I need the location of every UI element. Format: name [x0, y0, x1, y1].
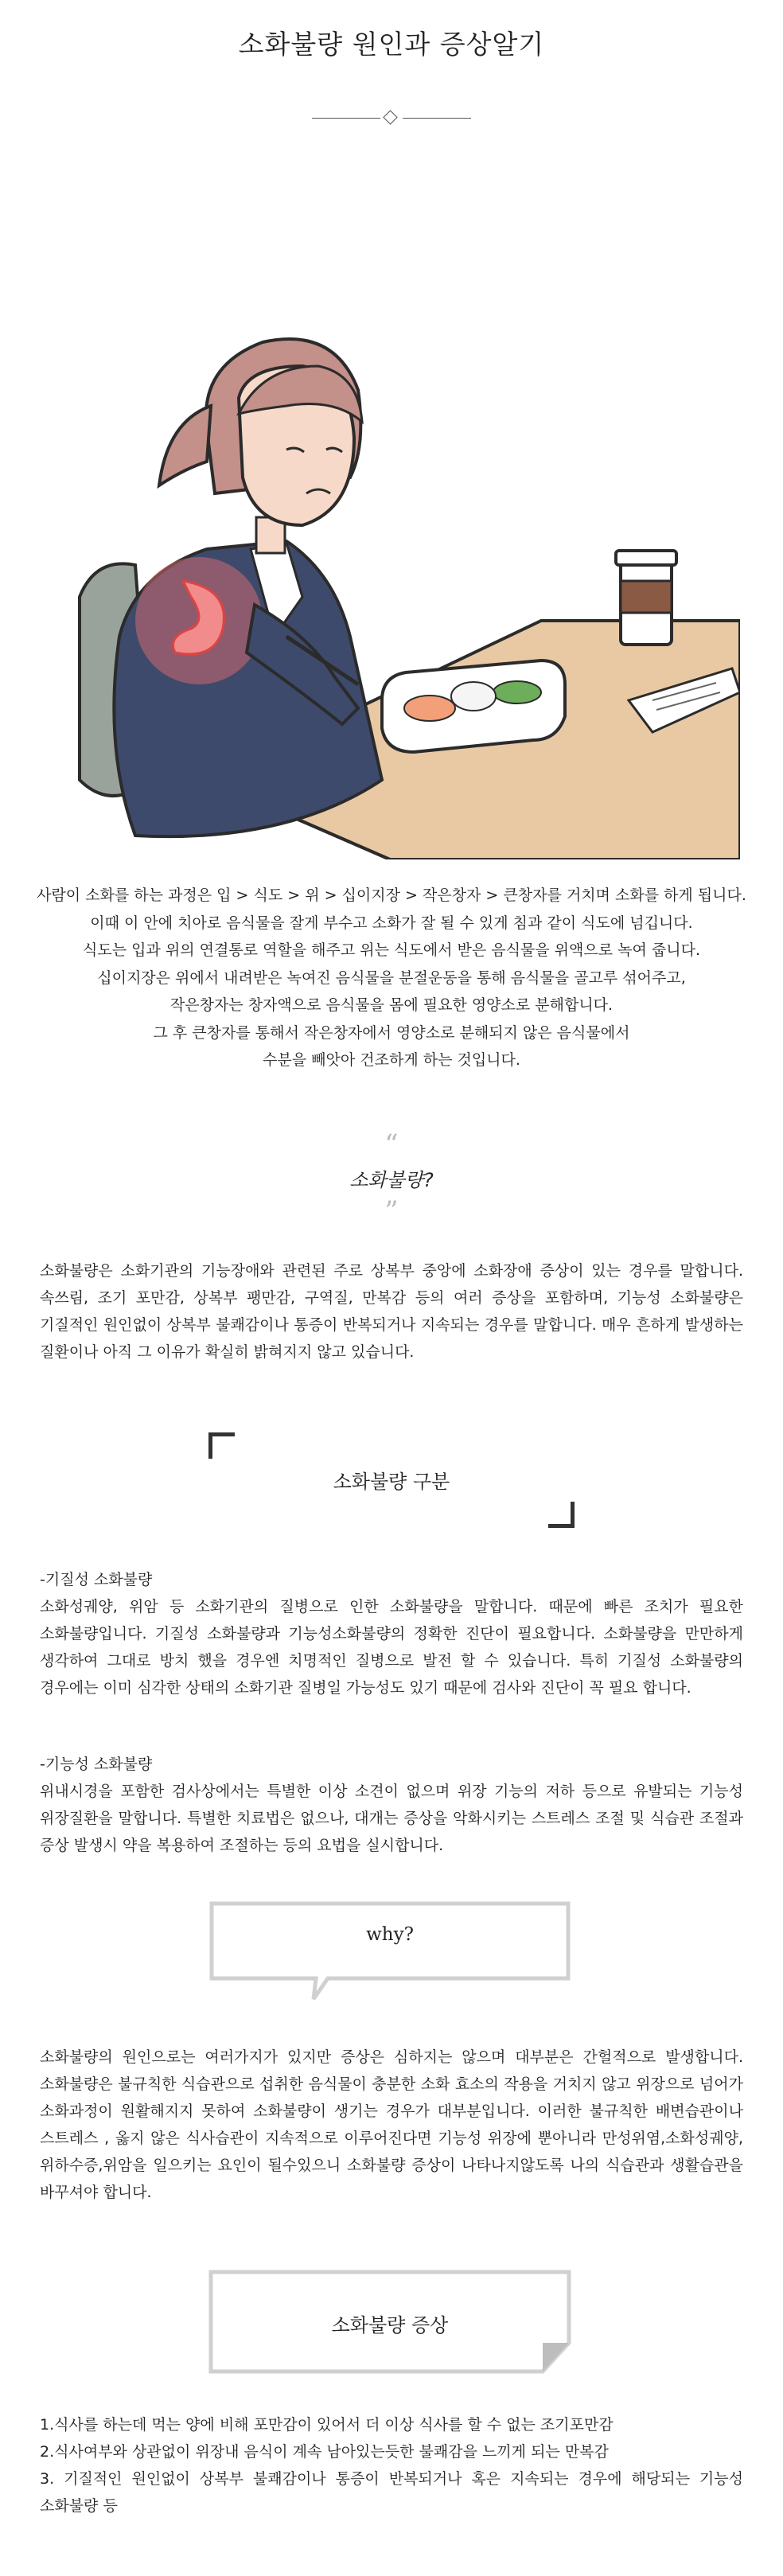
list-item: 3. 기질적인 원인없이 상복부 불쾌감이나 통증이 반복되거나 혹은 지속되는 경우에 해당되는 기능성 소화불량 등: [40, 2470, 743, 2515]
bracket-top-left-icon: [208, 1432, 235, 1459]
symptoms-list: [40, 2411, 743, 2519]
list-item: 2.식사여부와 상관없이 위장내 음식이 계속 남아있는듯한 불쾌감을 느끼게 되는 만복감: [40, 2443, 609, 2461]
definition-paragraph: 소화불량은 소화기관의 기능장애와 관련된 주로 상복부 중앙에 소화장애 증상이 있는 경우를 말합니다. 속쓰림, 조기 포만감, 상복부 팽만감, 구역질, 만복감 등의 여러 증상을 포함하며, 기능성 소화불량은 기질적인 원인없이 상복부 불쾌감이나 통증이 반복되거나 지속되는 경우를 말합니다. 매우 흔하게 발생하는 질환이나 아직 그 이유가 확실히 밝혀지지 않고 있습니다.: [40, 1262, 743, 1361]
organic-dyspepsia-block: [40, 1566, 743, 1701]
section-types-heading-box: [208, 1432, 575, 1528]
functional-body: 위내시경을 포함한 검사상에서는 특별한 이상 소견이 없으며 위장 기능의 저하 등으로 유발되는 기능성 위장질환을 말합니다. 특별한 치료법은 없으나, 대개는 증상을 악화시키는 스트레스 조절 및 식습관 조절과 증상 발생시 약을 복용하여 조절하는 등의 요법을 실시합니다.: [40, 1783, 743, 1854]
bracket-bottom-right-icon: [548, 1502, 575, 1528]
why-speech-bubble: [208, 1900, 571, 2007]
symptoms-heading-box: [208, 2270, 571, 2375]
functional-title: -기능성 소화불량: [40, 1756, 153, 1773]
organic-body: 소화성궤양, 위암 등 소화기관의 질병으로 인한 소화불량을 말합니다. 때문에 빠른 조치가 필요한 소화불량입니다. 기질성 소화불량과 기능성소화불량의 정확한 진단이 필요합니다. 소화불량을 만만하게 생각하여 그대로 방치 했을 경우엔 치명적인 질병으로 발전 할 수 있습니다. 특히 기질성 소화불량의 경우에는 이미 심각한 상태의 소화기관 질병일 가능성도 있기 때문에 검사와 진단이 꼭 필요 합니다.: [40, 1598, 743, 1697]
close-quote-icon: ”: [384, 1195, 399, 1227]
diamond-icon: [383, 110, 397, 124]
open-quote-icon: “: [384, 1128, 399, 1160]
why-paragraph: 소화불량의 원인으로는 여러가지가 있지만 증상은 심하지는 않으며 대부분은 간헐적으로 발생합니다. 소화불량은 불규칙한 식습관으로 섭취한 음식물이 충분한 소화 효소의 작용을 거치지 않고 위장으로 넘어가 소화과정이 원활해지지 못하여 소화불량이 생기는 경우가 대부분입니다. 이러한 불규칙한 배변습관이나 스트레스 , 옳지 않은 식사습관이 지속적으로 이루어진다면 기능성 위장에 뿐아니라 만성위염,소화성궤양, 위하수증,위암을 일으키는 요인이 될수있으니 소화불량 증상이 나타나지않도록 나의 식습관과 생활습관을 바꾸셔야 합니다.: [40, 2048, 743, 2201]
quote-title: 소화불량?: [349, 1169, 434, 1191]
organic-title: -기질성 소화불량: [40, 1571, 153, 1588]
intro-line: 그 후 큰창자를 통해서 작은창자에서 영양소로 분해되지 않은 음식물에서: [153, 1023, 630, 1042]
intro-line: 십이지장은 위에서 내려받은 녹여진 음식물을 분절운동을 통해 음식물을 골고루 섞어주고,: [97, 968, 686, 987]
list-item: 1.식사를 하는데 먹는 양에 비해 포만감이 있어서 더 이상 식사를 할 수 없는 조기포만감: [40, 2416, 614, 2434]
indigestion-woman-eating-illustration: [48, 334, 740, 859]
intro-text: [0, 882, 783, 1074]
section-types-heading: 소화불량 구분: [333, 1471, 450, 1493]
title-divider: [312, 111, 471, 124]
intro-line: 이때 이 안에 치아로 음식물을 잘게 부수고 소화가 잘 될 수 있게 침과 같이 식도에 넘깁니다.: [90, 914, 693, 932]
intro-line: 사람이 소화를 하는 과정은 입 > 식도 > 위 > 십이지장 > 작은창자 > 큰창자를 거치며 소화를 하게 됩니다.: [37, 887, 746, 904]
why-heading: why?: [366, 1924, 414, 1945]
page-title: 소화불량 원인과 증상알기: [238, 29, 545, 60]
intro-line: 식도는 입과 위의 연결통로 역할을 해주고 위는 식도에서 받은 음식물을 위액으로 녹여 줍니다.: [83, 941, 700, 959]
symptoms-heading: 소화불량 증상: [331, 2314, 449, 2336]
intro-line: 수분을 빼앗아 건조하게 하는 것입니다.: [263, 1051, 520, 1069]
intro-line: 작은창자는 창자액으로 음식물을 몸에 필요한 영양소로 분해합니다.: [169, 996, 614, 1014]
functional-dyspepsia-block: [40, 1751, 743, 1859]
